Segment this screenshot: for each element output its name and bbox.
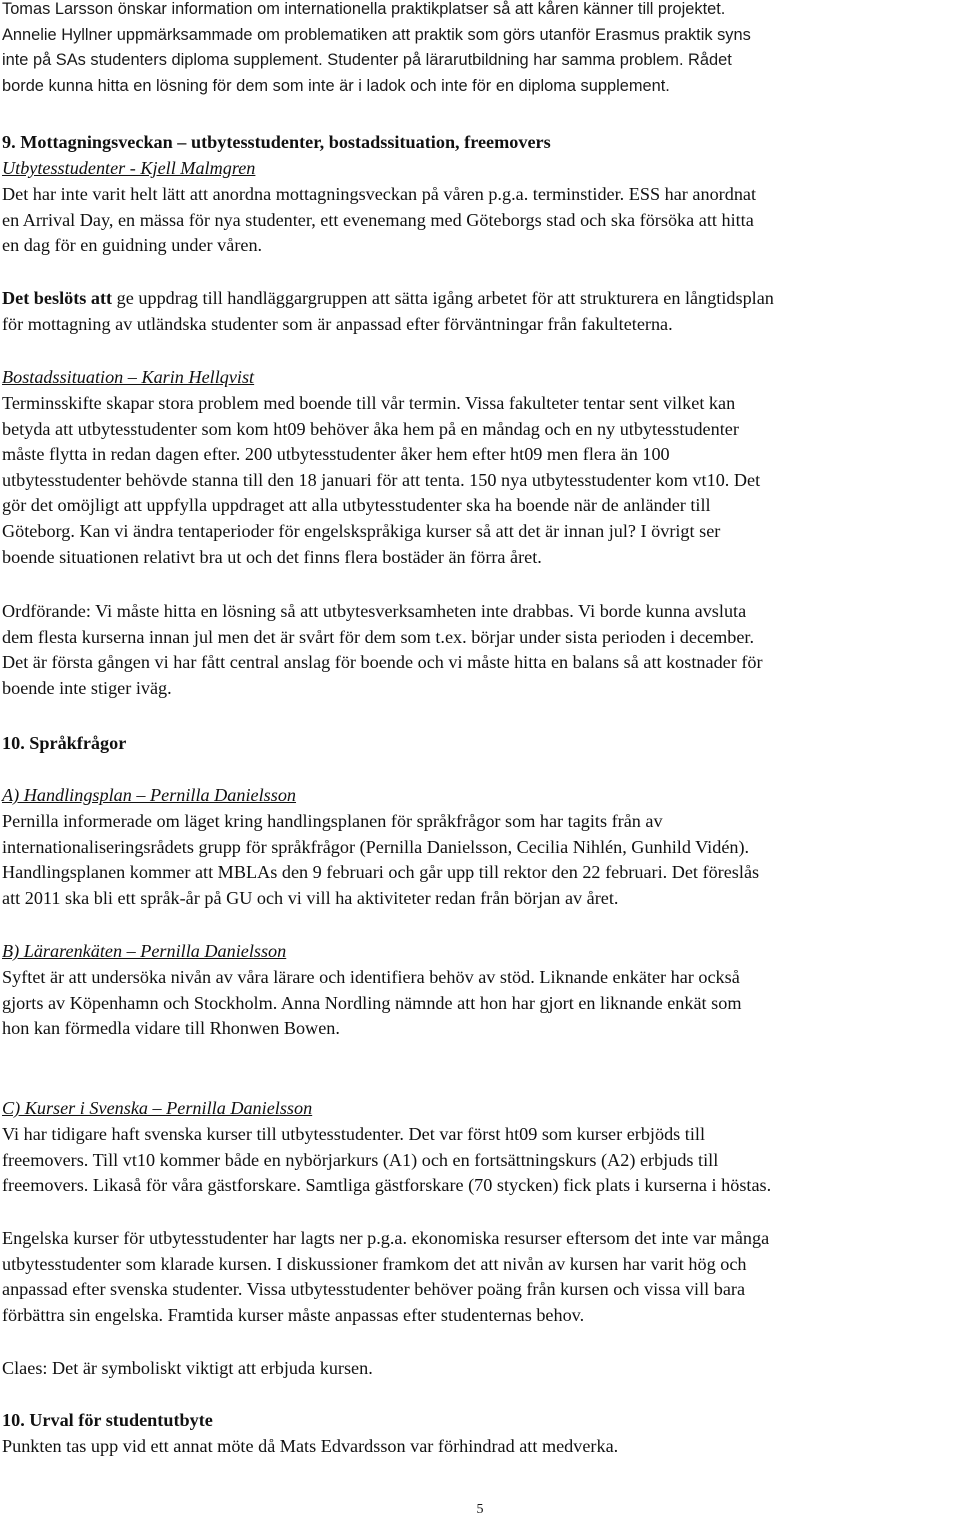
text-line: för mottagning av utländska studenter som är anpassad efter förväntningar från fakulteterna. — [2, 313, 673, 334]
text-line: boende situationen relativt bra ut och det finns flera bostäder än förra året. — [2, 546, 542, 567]
text-line: Vi har tidigare haft svenska kurser till utbytesstudenter. Det var först ht09 som kurser erbjöds till — [2, 1124, 706, 1144]
paragraph-claes: Claes: Det är symboliskt viktigt att erbjuda kursen. — [2, 1358, 373, 1378]
text-line: boende inte stiger iväg. — [2, 677, 172, 698]
text-line: dem flesta kurserna innan jul men det är svårt för dem som t.ex. börjar under sista perioden i december. — [2, 626, 755, 647]
text-line: Handlingsplanen kommer att MBLAs den 9 februari och går upp till rektor den 22 februari. Det föreslås — [2, 862, 760, 883]
text-line: inte på SAs studenters diploma supplement. Studenter på lärarutbildning har samma problem. Rådet — [2, 51, 732, 70]
text-line: utbytesstudenter behövde stanna till den 18 januari för att tenta. 150 nya utbytesstudenter kom vt10. Det — [2, 469, 761, 490]
section-10-heading: 10. Språkfrågor — [2, 733, 127, 753]
decision-text: ge uppdrag till handläggargruppen att sätta igång arbetet för att strukturera en långtidsplan — [112, 288, 774, 308]
text-line: att 2011 ska bli ett språk-år på GU och vi vill ha aktiviteter redan från början av året. — [2, 887, 619, 908]
paragraph-kurser-i-svenska — [2, 1122, 958, 1199]
paragraph-engelska-kurser — [2, 1226, 958, 1328]
text-line: Göteborg. Kan vi ändra tentaperioder för engelskspråkiga kurser så att det är innan jul? I övrigt ser — [2, 520, 721, 541]
text-line: Terminsskifte skapar stora problem med boende till vår termin. Vissa fakulteter tentar sent vilket kan — [2, 393, 736, 413]
page-number: 5 — [476, 1502, 484, 1517]
subheading-lararenkaten: B) Lärarenkäten – Pernilla Danielsson — [2, 941, 287, 961]
text-line: Syftet är att undersöka nivån av våra lärare och identifiera behöv av stöd. Liknande enkäter har också — [2, 967, 740, 987]
text-line: Ordförande: Vi måste hitta en lösning så att utbytesverksamheten inte drabbas. Vi borde kunna avsluta — [2, 601, 747, 621]
paragraph-utbytesstudenter — [2, 182, 958, 259]
subheading-handlingsplan: A) Handlingsplan – Pernilla Danielsson — [2, 785, 297, 805]
paragraph-urval: Punkten tas upp vid ett annat möte då Mats Edvardsson var förhindrad att medverka. — [2, 1436, 619, 1456]
text-line: gör det omöjligt att uppfylla uppdraget att alla utbytesstudenter ska ha boende när de anländer till — [2, 495, 711, 516]
text-line: hon kan förmedla vidare till Rhonwen Bowen. — [2, 1018, 340, 1039]
paragraph-handlingsplan — [2, 809, 958, 911]
text-line: förbättra sin engelska. Framtida kurser måste anpassas efter studenternas behov. — [2, 1304, 585, 1325]
text-line: Pernilla informerade om läget kring handlingsplanen för språkfrågor som har tagits från av — [2, 811, 663, 831]
paragraph-bostadssituation — [2, 391, 958, 570]
text-line: Tomas Larsson önskar information om internationella praktikplatser så att kåren känner till projektet. — [2, 0, 726, 18]
text-line: en dag för en guidning under våren. — [2, 235, 263, 256]
text-line: Det har inte varit helt lätt att anordna mottagningsveckan på våren p.g.a. terminstider. ESS har anordnat — [2, 184, 757, 204]
text-line: utbytesstudenter som klarade kursen. I diskussioner framkom det att nivån av kursen har varit hög och — [2, 1253, 747, 1274]
text-line: betyda att utbytesstudenter som kom ht09 behöver åka hem på en måndag och en ny utbytesstudenter — [2, 418, 739, 439]
text-line: en Arrival Day, en mässa för nya studenter, ett evenemang med Göteborgs stad och ska försöka att hitta — [2, 209, 754, 230]
text-line: freemovers. Till vt10 kommer både en nybörjarkurs (A1) och en fortsättningskurs (A2) erbjuds till — [2, 1149, 719, 1170]
text-line: freemovers. Likaså för våra gästforskare. Samtliga gästforskare (70 stycken) fick plats i kurserna i höstas. — [2, 1175, 772, 1196]
subheading-bostadssituation: Bostadssituation – Karin Hellqvist — [2, 367, 255, 387]
text-line: borde kunna hitta en lösning för dem som inte är i ladok och inte för en diploma supplement. — [2, 76, 670, 95]
intro-paragraph — [2, 0, 958, 99]
text-line: måste flytta in redan dagen efter. 200 utbytesstudenter åker hem efter ht09 men flera än 100 — [2, 444, 670, 465]
paragraph-ordforande — [2, 599, 958, 701]
section-10-urval-heading: 10. Urval för studentutbyte — [2, 1410, 213, 1430]
subheading-utbytesstudenter: Utbytesstudenter - Kjell Malmgren — [2, 158, 256, 178]
subheading-kurser-i-svenska: C) Kurser i Svenska – Pernilla Danielsson — [2, 1098, 313, 1118]
text-line: Det är första gången vi har fått central anslag för boende och vi måste hitta en balans så att kostnader för — [2, 652, 763, 673]
text-line: gjorts av Köpenhamn och Stockholm. Anna Nordling nämnde att hon har gjort en liknande enkät som — [2, 992, 742, 1013]
text-line: Annelie Hyllner uppmärksammade om problematiken att praktik som görs utanför Erasmus praktik syns — [2, 25, 751, 44]
text-line: Engelska kurser för utbytesstudenter har lagts ner p.g.a. ekonomiska resurser eftersom det inte var många — [2, 1228, 770, 1248]
text-line — [2, 286, 958, 312]
section-9-heading: 9. Mottagningsveckan – utbytesstudenter, bostadssituation, freemovers — [2, 132, 551, 152]
decision-paragraph — [2, 286, 958, 337]
text-line: internationaliseringsrådets grupp för språkfrågor (Pernilla Danielsson, Cecilia Nihlén, Gunhild Vidén). — [2, 836, 750, 857]
text-line: anpassad efter svenska studenter. Vissa utbytesstudenter behöver poäng från kursen och vissa vill bara — [2, 1279, 746, 1300]
paragraph-lararenkaten — [2, 965, 958, 1042]
decision-label: Det beslöts att — [2, 288, 113, 308]
